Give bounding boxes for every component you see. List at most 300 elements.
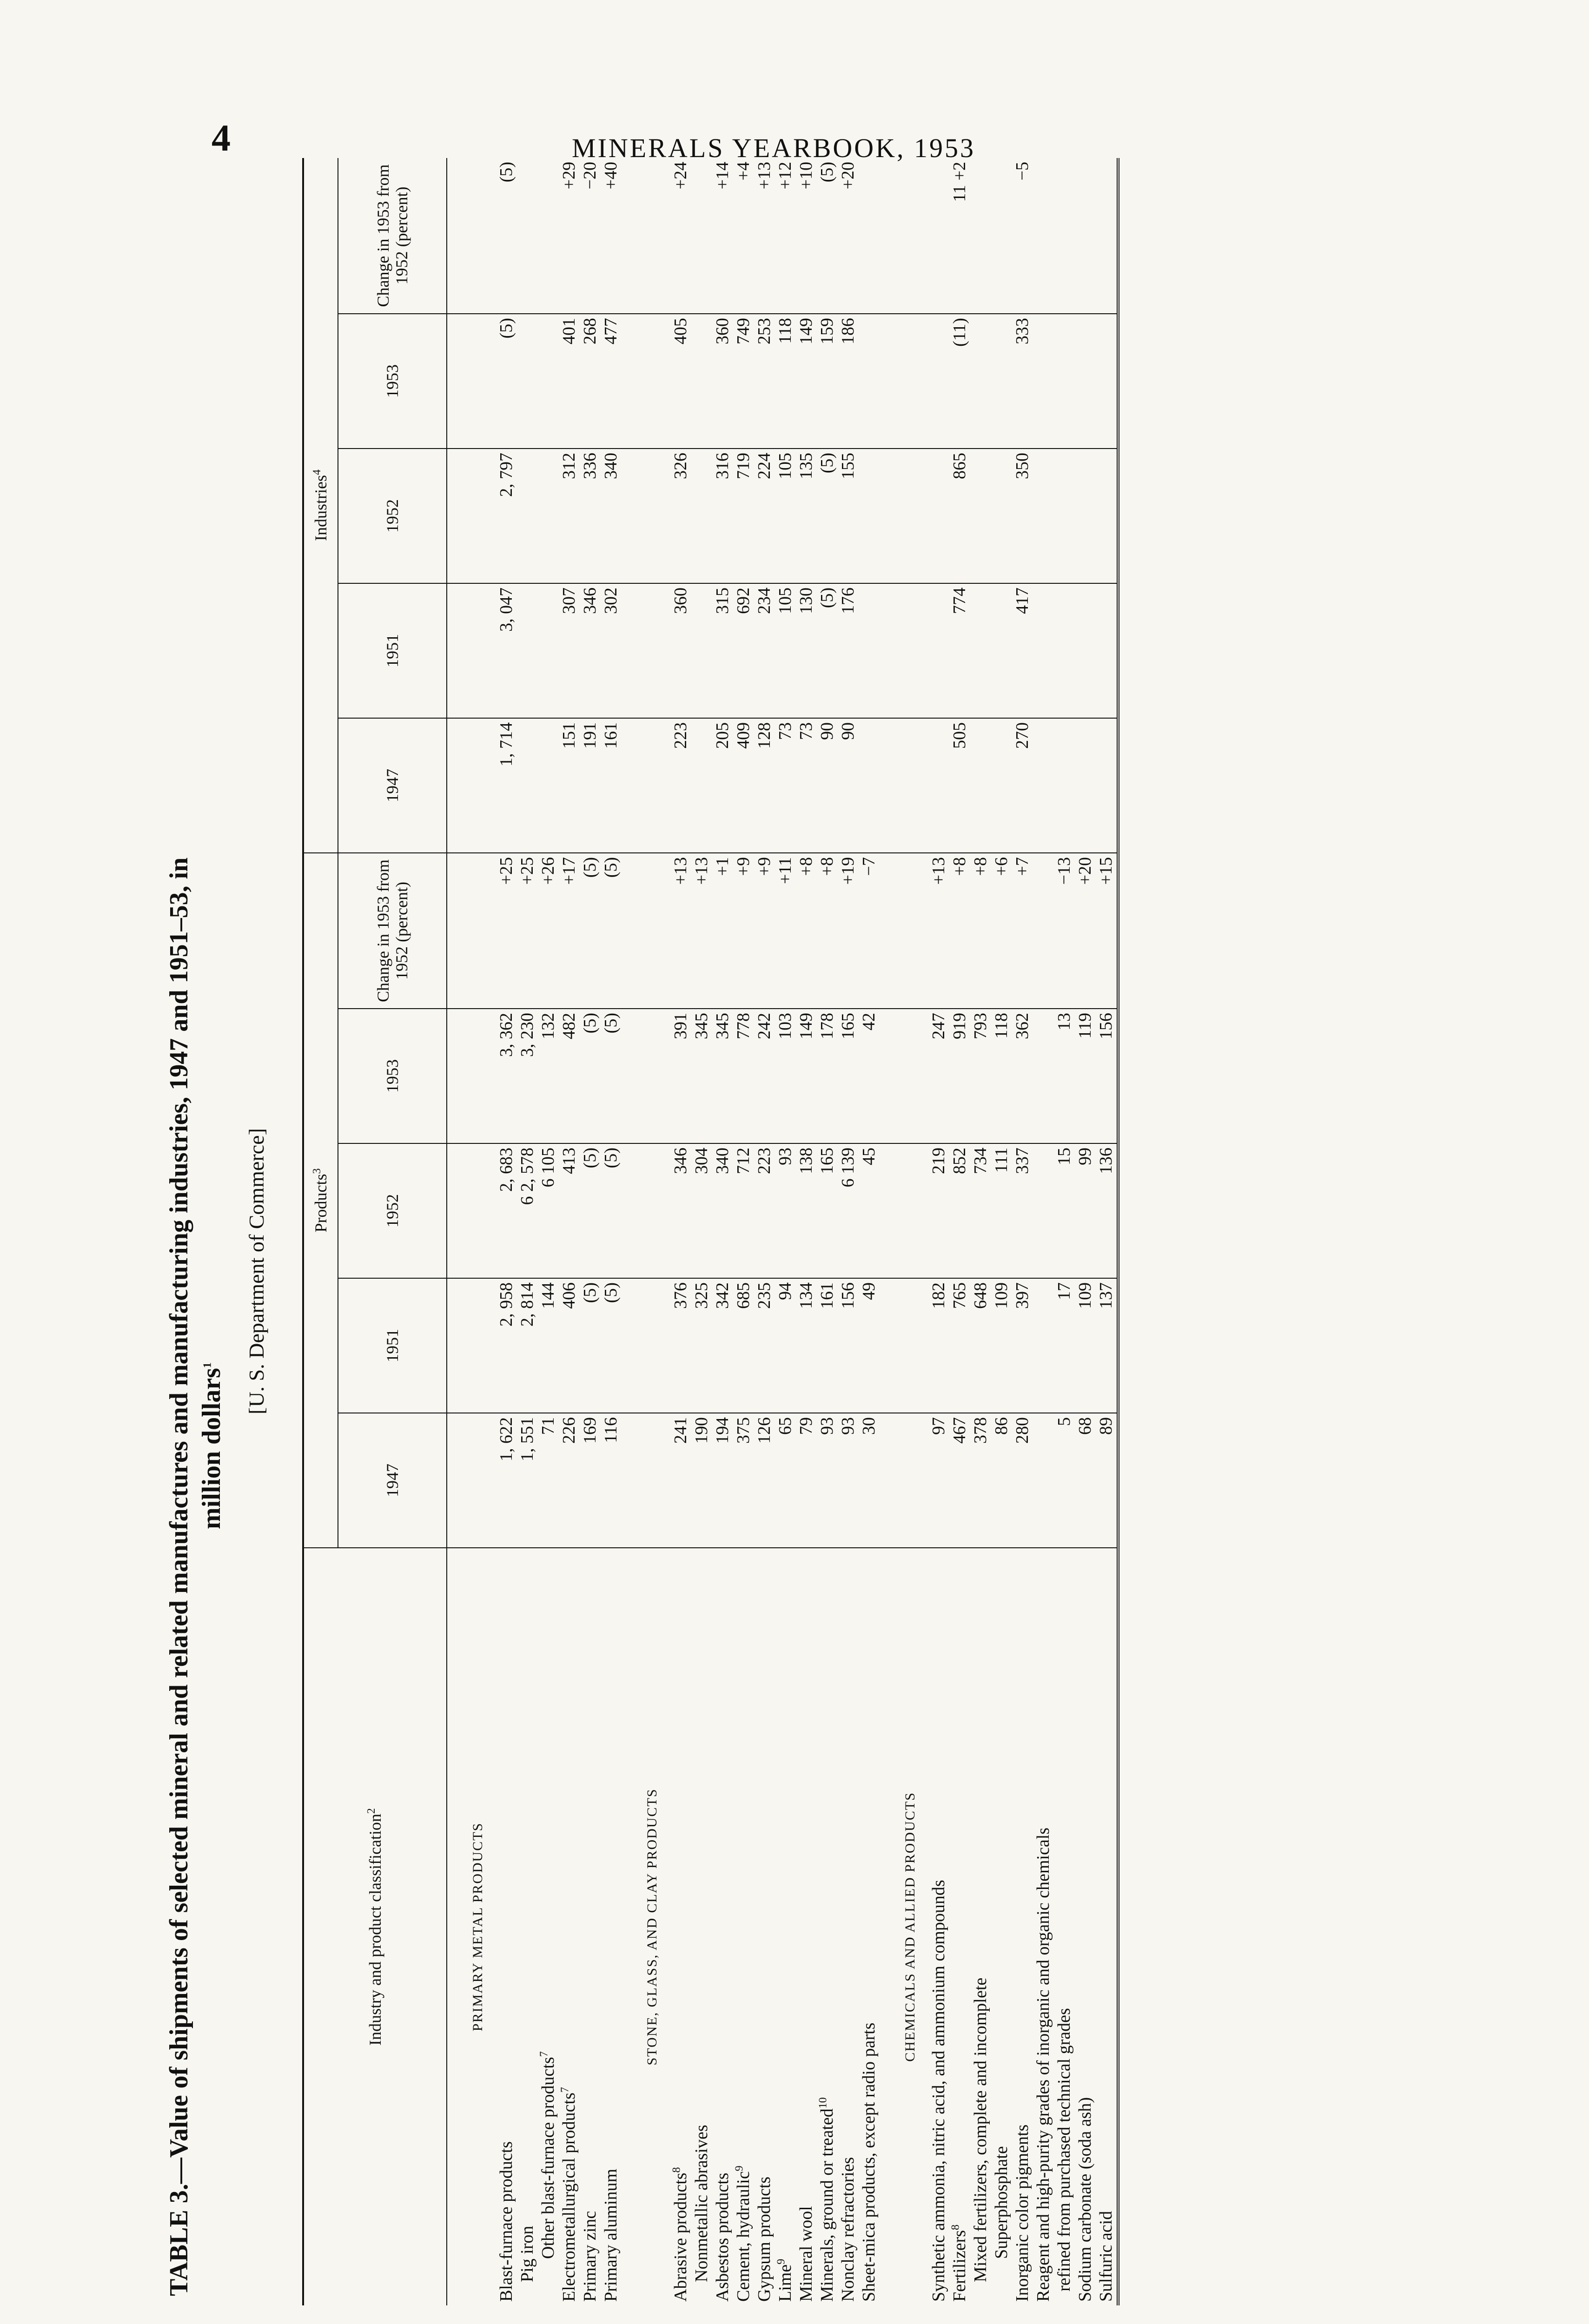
row-label: Sodium carbonate (soda ash) (1075, 2097, 1095, 2302)
industries-value-cell: 350 (1012, 449, 1033, 583)
industries-value-cell (1096, 158, 1118, 314)
products-value-cell: 194 (712, 1413, 733, 1548)
products-value-cell: 118 (991, 1009, 1012, 1143)
empty-cell (447, 583, 496, 718)
industries-value-cell: (5) (496, 158, 517, 314)
products-value-cell: 156 (838, 1278, 859, 1413)
industries-value-cell (970, 314, 991, 449)
industries-value-cell: 223 (670, 718, 691, 853)
industries-value-cell: +12 (775, 158, 796, 314)
industries-value-cell (1054, 449, 1075, 583)
products-value-cell: +8 (817, 853, 838, 1009)
products-value-cell: 165 (817, 1143, 838, 1278)
products-value-cell: (5) (580, 1143, 601, 1278)
industries-value-cell: +13 (754, 158, 775, 314)
products-value-cell: 190 (691, 1413, 712, 1548)
industries-value-cell: 161 (601, 718, 622, 853)
industries-value-cell: 360 (712, 314, 733, 449)
products-value-cell: 778 (733, 1009, 754, 1143)
empty-cell (622, 449, 670, 583)
table-row (1033, 158, 1054, 2305)
footnote-marker: 7 (559, 2087, 571, 2093)
products-value-cell: 391 (670, 1009, 691, 1143)
products-value-cell: 375 (733, 1413, 754, 1548)
industries-value-cell: 149 (796, 314, 817, 449)
industries-value-cell: 253 (754, 314, 775, 449)
products-value-cell: 65 (775, 1413, 796, 1548)
industries-value-cell: 191 (580, 718, 601, 853)
products-value-cell: 304 (691, 1143, 712, 1278)
products-value-cell: 1, 551 (517, 1413, 538, 1548)
table-row (1012, 158, 1033, 2305)
industries-value-cell: 360 (670, 583, 691, 718)
footnote-marker: 10 (817, 2097, 829, 2109)
table-row (775, 158, 796, 2305)
products-value-cell: 17 (1054, 1278, 1075, 1413)
row-label: Abrasive products$^8$ (670, 2167, 690, 2302)
products-value-cell: +6 (991, 853, 1012, 1009)
industries-value-cell: (5) (817, 449, 838, 583)
products-value-cell: 161 (817, 1278, 838, 1413)
industries-value-cell (691, 583, 712, 718)
products-value-cell: (5) (601, 1009, 622, 1143)
industries-value-cell (1096, 718, 1118, 853)
products-value-cell: 93 (775, 1143, 796, 1278)
row-label: Cement, hydraulic$^9$ (733, 2166, 753, 2302)
table-title-line1: TABLE 3.—Value of shipments of selected mineral and related manufactures and manufacturing industries, 1947 and 1951–53, in (165, 857, 193, 2296)
industries-value-cell: −20 (580, 158, 601, 314)
table-row (691, 158, 712, 2305)
table-row (1054, 158, 1075, 2305)
industries-value-cell: +24 (670, 158, 691, 314)
products-value-cell: 30 (859, 1413, 880, 1548)
header-year: 1952 (338, 449, 447, 583)
industries-value-cell (538, 158, 559, 314)
products-value-cell: +8 (949, 853, 970, 1009)
industries-value-cell (1075, 314, 1096, 449)
products-value-cell: +13 (928, 853, 949, 1009)
industries-value-cell (691, 449, 712, 583)
empty-cell (622, 1143, 670, 1278)
products-value-cell (1033, 1413, 1054, 1548)
row-label: Synthetic ammonia, nitric acid, and ammonium compounds (929, 1880, 948, 2302)
industries-value-cell (517, 314, 538, 449)
products-value-cell (1033, 853, 1054, 1009)
table-row (712, 158, 733, 2305)
row-label: Mineral wool (796, 2206, 816, 2302)
industries-value-cell: 11 +2 (949, 158, 970, 314)
industries-value-cell: (5) (496, 314, 517, 449)
products-value-cell: 6 139 (838, 1143, 859, 1278)
empty-cell (880, 314, 928, 449)
header-industries: Industries$^4$ (303, 158, 338, 853)
section-title: CHEMICALS AND ALLIED PRODUCTS (902, 1792, 918, 2062)
empty-cell (880, 1413, 928, 1548)
industries-value-cell (928, 583, 949, 718)
row-label: Reagent and high-purity grades of inorganic and organic chemicals (1033, 1827, 1053, 2302)
industries-value-cell (1096, 314, 1118, 449)
products-value-cell: 5 (1054, 1413, 1075, 1548)
products-value-cell: 376 (670, 1278, 691, 1413)
footnote-marker: 9 (775, 2258, 788, 2265)
industries-value-cell: 409 (733, 718, 754, 853)
products-value-cell: +20 (1075, 853, 1096, 1009)
empty-cell (622, 1009, 670, 1143)
products-value-cell: +25 (496, 853, 517, 1009)
empty-cell (622, 314, 670, 449)
industries-value-cell (691, 718, 712, 853)
products-value-cell: 919 (949, 1009, 970, 1143)
products-value-cell: 165 (838, 1009, 859, 1143)
industries-value-cell (1033, 583, 1054, 718)
row-label: Fertilizers$^8$ (949, 2224, 969, 2302)
empty-cell (880, 1278, 928, 1413)
products-value-cell: 685 (733, 1278, 754, 1413)
empty-cell (447, 1278, 496, 1413)
products-value-cell: 482 (559, 1009, 580, 1143)
products-value-cell: 126 (754, 1413, 775, 1548)
industries-value-cell: +40 (601, 158, 622, 314)
table-row (1096, 158, 1118, 2305)
industries-value-cell: 270 (1012, 718, 1033, 853)
industries-value-cell (970, 583, 991, 718)
products-value-cell: 45 (859, 1143, 880, 1278)
industries-value-cell (859, 314, 880, 449)
footnote-marker: 9 (733, 2166, 746, 2172)
products-value-cell: 93 (817, 1413, 838, 1548)
products-value-cell: 2, 683 (496, 1143, 517, 1278)
products-value-cell: +1 (712, 853, 733, 1009)
products-value-cell: (5) (580, 1278, 601, 1413)
products-value-cell: 325 (691, 1278, 712, 1413)
row-label: Mixed fertilizers, complete and incomplete (971, 1977, 990, 2282)
table-row (928, 158, 949, 2305)
industries-value-cell (1054, 314, 1075, 449)
products-value-cell: 242 (754, 1009, 775, 1143)
industries-value-cell (928, 718, 949, 853)
empty-cell (622, 1278, 670, 1413)
products-value-cell: (5) (580, 853, 601, 1009)
section-heading-row (880, 158, 928, 2305)
products-value-cell: 235 (754, 1278, 775, 1413)
products-value-cell: 712 (733, 1143, 754, 1278)
empty-cell (447, 1143, 496, 1278)
products-value-cell: 178 (817, 1009, 838, 1143)
header-year: 1951 (338, 1278, 447, 1413)
products-value-cell: 3, 230 (517, 1009, 538, 1143)
empty-cell (880, 158, 928, 314)
products-value-cell: 119 (1075, 1009, 1096, 1143)
industries-value-cell (928, 314, 949, 449)
footnote-marker: 7 (538, 2051, 550, 2057)
table-row (970, 158, 991, 2305)
industries-value-cell: 316 (712, 449, 733, 583)
table-title (163, 344, 228, 2296)
row-label: Gypsum products (755, 2176, 774, 2302)
section-heading-row (447, 158, 496, 2305)
header-classification: Industry and product classification$^2$ (303, 1548, 447, 2305)
header-change: Change in 1953 from 1952 (percent) (338, 158, 447, 314)
industries-value-cell: 865 (949, 449, 970, 583)
products-value-cell: 111 (991, 1143, 1012, 1278)
header-year: 1953 (338, 1009, 447, 1143)
industries-value-cell: 346 (580, 583, 601, 718)
industries-value-cell: 135 (796, 449, 817, 583)
products-value-cell (1033, 1143, 1054, 1278)
industries-value-cell (1075, 718, 1096, 853)
empty-cell (880, 853, 928, 1009)
table-row (754, 158, 775, 2305)
table-row (559, 158, 580, 2305)
header-year: 1953 (338, 314, 447, 449)
industries-value-cell: 90 (817, 718, 838, 853)
industries-value-cell: 90 (838, 718, 859, 853)
industries-value-cell (1075, 158, 1096, 314)
industries-value-cell (1075, 583, 1096, 718)
products-value-cell: 109 (1075, 1278, 1096, 1413)
products-value-cell (1033, 1009, 1054, 1143)
products-value-cell: 340 (712, 1143, 733, 1278)
industries-value-cell: 105 (775, 449, 796, 583)
products-value-cell: 89 (1096, 1413, 1118, 1548)
industries-value-cell: 692 (733, 583, 754, 718)
empty-cell (880, 449, 928, 583)
products-value-cell: 136 (1096, 1143, 1118, 1278)
industries-value-cell (970, 449, 991, 583)
rotated-table-block (163, 161, 1427, 2305)
products-value-cell: 1, 622 (496, 1413, 517, 1548)
section-title: STONE, GLASS, AND CLAY PRODUCTS (644, 1788, 660, 2066)
industries-value-cell: 159 (817, 314, 838, 449)
products-value-cell: 345 (691, 1009, 712, 1143)
section-title: PRIMARY METAL PRODUCTS (470, 1822, 485, 2032)
products-value-cell: 94 (775, 1278, 796, 1413)
products-value-cell: 86 (991, 1413, 1012, 1548)
footnote-marker: 8 (949, 2224, 962, 2230)
products-value-cell: 79 (796, 1413, 817, 1548)
table-row (991, 158, 1012, 2305)
products-value-cell: 648 (970, 1278, 991, 1413)
industries-value-cell: 186 (838, 314, 859, 449)
products-value-cell: 2, 958 (496, 1278, 517, 1413)
empty-cell (447, 449, 496, 583)
industries-value-cell: 73 (796, 718, 817, 853)
industries-value-cell (1033, 158, 1054, 314)
products-value-cell: +8 (796, 853, 817, 1009)
industries-value-cell (970, 158, 991, 314)
industries-value-cell: (5) (817, 583, 838, 718)
row-label: Sulfuric acid (1096, 2211, 1116, 2302)
products-value-cell: 765 (949, 1278, 970, 1413)
products-value-cell: (5) (601, 1143, 622, 1278)
industries-value-cell: 774 (949, 583, 970, 718)
industries-value-cell (1054, 158, 1075, 314)
empty-cell (447, 718, 496, 853)
empty-cell (447, 1413, 496, 1548)
table-row (1075, 158, 1096, 2305)
products-value-cell: +13 (670, 853, 691, 1009)
industries-value-cell: 340 (601, 449, 622, 583)
products-value-cell: (5) (601, 853, 622, 1009)
products-value-cell: 2, 814 (517, 1278, 538, 1413)
shipments-table (302, 158, 1119, 2305)
industries-value-cell (991, 718, 1012, 853)
products-value-cell: 49 (859, 1278, 880, 1413)
products-value-cell: 345 (712, 1009, 733, 1143)
row-label: Primary zinc (580, 2211, 600, 2302)
products-value-cell: 852 (949, 1143, 970, 1278)
industries-value-cell: 333 (1012, 314, 1033, 449)
header-products: Products$^3$ (303, 853, 338, 1548)
industries-value-cell: (5) (817, 158, 838, 314)
products-value-cell: 15 (1054, 1143, 1075, 1278)
products-value-cell: 346 (670, 1143, 691, 1278)
empty-cell (447, 314, 496, 449)
industries-value-cell (859, 158, 880, 314)
empty-cell (880, 583, 928, 718)
industries-value-cell: 128 (754, 718, 775, 853)
products-value-cell: 13 (1054, 1009, 1075, 1143)
products-value-cell: 134 (796, 1278, 817, 1413)
industries-value-cell (991, 583, 1012, 718)
industries-value-cell: 302 (601, 583, 622, 718)
row-label: Electrometallurgical products$^7$ (559, 2087, 579, 2302)
industries-value-cell: 719 (733, 449, 754, 583)
table-row (949, 158, 970, 2305)
products-value-cell: +13 (691, 853, 712, 1009)
industries-value-cell (991, 314, 1012, 449)
products-value-cell: 223 (754, 1143, 775, 1278)
industries-value-cell (991, 449, 1012, 583)
products-value-cell: 109 (991, 1278, 1012, 1413)
industries-value-cell: 3, 047 (496, 583, 517, 718)
products-value-cell: +9 (754, 853, 775, 1009)
products-value-cell: 93 (838, 1413, 859, 1548)
industries-value-cell: +20 (838, 158, 859, 314)
empty-cell (880, 718, 928, 853)
table-row (538, 158, 559, 2305)
empty-cell (622, 1413, 670, 1548)
products-value-cell: 116 (601, 1413, 622, 1548)
row-label: Minerals, ground or treated$^{10}$ (817, 2097, 837, 2302)
products-value-cell: 144 (538, 1278, 559, 1413)
table-row (670, 158, 691, 2305)
industries-value-cell: +10 (796, 158, 817, 314)
products-value-cell: 71 (538, 1413, 559, 1548)
products-value-cell: 156 (1096, 1009, 1118, 1143)
products-value-cell: 99 (1075, 1143, 1096, 1278)
industries-value-cell (1054, 583, 1075, 718)
industries-value-cell: 155 (838, 449, 859, 583)
products-value-cell: 42 (859, 1009, 880, 1143)
industries-value-cell (538, 449, 559, 583)
products-value-cell: 138 (796, 1143, 817, 1278)
industries-value-cell (538, 314, 559, 449)
products-value-cell: +11 (775, 853, 796, 1009)
industries-value-cell: 118 (775, 314, 796, 449)
products-value-cell: 342 (712, 1278, 733, 1413)
industries-value-cell (1096, 449, 1118, 583)
row-label: Nonclay refractories (838, 2157, 858, 2302)
products-value-cell: +15 (1096, 853, 1118, 1009)
industries-value-cell: 749 (733, 314, 754, 449)
empty-cell (622, 853, 670, 1009)
products-value-cell: 137 (1096, 1278, 1118, 1413)
table-row (796, 158, 817, 2305)
industries-value-cell (517, 718, 538, 853)
row-label: Other blast-furnace products$^7$ (538, 2051, 558, 2259)
products-value-cell: 3, 362 (496, 1009, 517, 1143)
products-value-cell: +17 (559, 853, 580, 1009)
industries-value-cell: 268 (580, 314, 601, 449)
row-label: Blast-furnace products (497, 2141, 516, 2302)
industries-value-cell: 2, 797 (496, 449, 517, 583)
products-value-cell: 226 (559, 1413, 580, 1548)
table-row (817, 158, 838, 2305)
industries-value-cell (1033, 718, 1054, 853)
row-label: Sheet-mica products, except radio parts (859, 2022, 879, 2302)
industries-value-cell: +4 (733, 158, 754, 314)
products-value-cell: 337 (1012, 1143, 1033, 1278)
products-value-cell (1033, 1278, 1054, 1413)
industries-value-cell: +14 (712, 158, 733, 314)
row-label: Pig iron (517, 2225, 537, 2282)
industries-value-cell: 130 (796, 583, 817, 718)
industries-value-cell: 105 (775, 583, 796, 718)
industries-value-cell (859, 718, 880, 853)
industries-value-cell (928, 449, 949, 583)
industries-value-cell: 401 (559, 314, 580, 449)
header-year: 1947 (338, 718, 447, 853)
products-value-cell: −13 (1054, 853, 1075, 1009)
products-value-cell: 6 2, 578 (517, 1143, 538, 1278)
industries-value-cell (928, 158, 949, 314)
products-value-cell: +19 (838, 853, 859, 1009)
industries-value-cell (859, 449, 880, 583)
products-value-cell: 241 (670, 1413, 691, 1548)
empty-cell (622, 158, 670, 314)
table-body (447, 158, 1118, 2305)
industries-value-cell (538, 583, 559, 718)
products-value-cell: 378 (970, 1413, 991, 1548)
industries-value-cell (538, 718, 559, 853)
products-value-cell: 397 (1012, 1278, 1033, 1413)
products-value-cell: 793 (970, 1009, 991, 1143)
row-label: Nonmetallic abrasives (692, 2125, 711, 2282)
table-title-line2: million dollars (197, 1368, 226, 1529)
industries-value-cell: 73 (775, 718, 796, 853)
products-value-cell: 182 (928, 1278, 949, 1413)
row-label: Primary aluminum (601, 2168, 621, 2302)
products-value-cell: 103 (775, 1009, 796, 1143)
empty-cell (622, 718, 670, 853)
industries-value-cell (1075, 449, 1096, 583)
products-value-cell: 132 (538, 1009, 559, 1143)
empty-cell (880, 1143, 928, 1278)
empty-cell (622, 583, 670, 718)
industries-value-cell: 307 (559, 583, 580, 718)
products-value-cell: 413 (559, 1143, 580, 1278)
table-row (838, 158, 859, 2305)
table-source: [U. S. Department of Commerce] (245, 1128, 268, 1414)
industries-value-cell (691, 158, 712, 314)
products-value-cell: 280 (1012, 1413, 1033, 1548)
industries-value-cell: 224 (754, 449, 775, 583)
page-number: 4 (212, 117, 231, 159)
table-title-note: 1 (201, 1362, 214, 1368)
industries-value-cell (970, 718, 991, 853)
empty-cell (447, 158, 496, 314)
